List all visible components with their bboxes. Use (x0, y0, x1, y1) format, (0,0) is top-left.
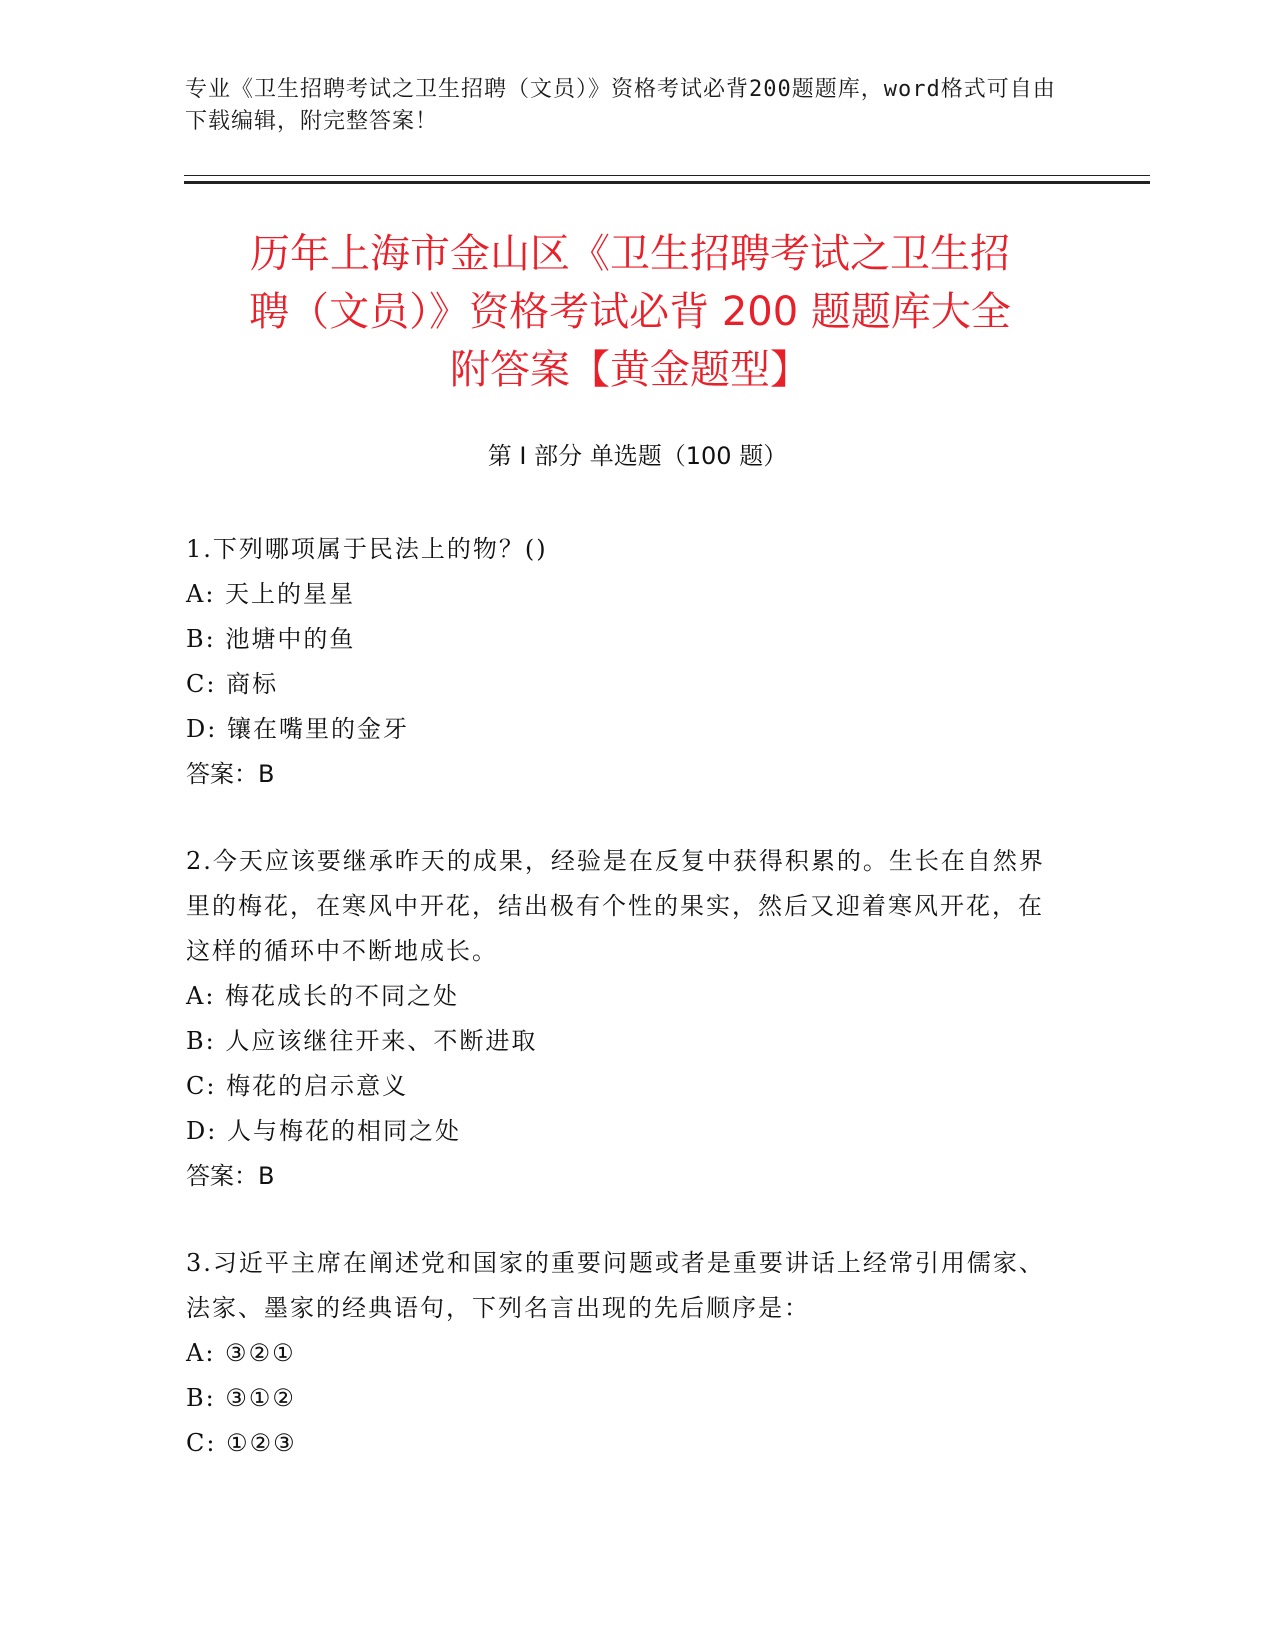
answer: 答案：B (186, 760, 275, 788)
answer: 答案：B (186, 1162, 275, 1190)
header-rule-thin (184, 175, 1150, 176)
title-line-3: 附答案【黄金题型】 (450, 347, 810, 393)
section-heading: 第 I 部分 单选题（100 题） (487, 442, 788, 470)
title-line-2: 聘（文员）》资格考试必背 200 题题库大全 (249, 289, 1011, 335)
option-b: B: 人应该继往开来、不断进取 (186, 1027, 538, 1055)
question-stem: 2.今天应该要继承昨天的成果，经验是在反复中获得积累的。生长在自然界里的梅花，在寒风中开花，结出极有个性的果实，然后又迎着寒风开花，在这样的循环中不断地成长。 (186, 847, 1045, 965)
option-c: C: 梅花的启示意义 (186, 1072, 409, 1100)
question-stem: 3.习近平主席在阐述党和国家的重要问题或者是重要讲话上经常引用儒家、法家、墨家的经典语句，下列名言出现的先后顺序是： (186, 1249, 1045, 1322)
document-title (180, 225, 1080, 399)
option-b: B: 池塘中的鱼 (186, 625, 356, 653)
question-3 (186, 1241, 1066, 1466)
title-line-1: 历年上海市金山区《卫生招聘考试之卫生招 (250, 231, 1010, 277)
question-2 (186, 839, 1066, 1199)
option-a: A: ③②① (186, 1339, 296, 1367)
header-note: 专业《卫生招聘考试之卫生招聘（文员）》资格考试必背200题题库，word格式可自由下载编辑，附完整答案！ (185, 77, 1056, 134)
question-list (186, 527, 1066, 1508)
header-rule-thick (184, 181, 1150, 184)
question-stem: 1.下列哪项属于民法上的物？() (186, 535, 548, 563)
option-a: A: 天上的星星 (186, 580, 356, 608)
option-d: D: 人与梅花的相同之处 (186, 1117, 461, 1145)
option-d: D: 镶在嘴里的金牙 (186, 715, 409, 743)
option-c: C: 商标 (186, 670, 279, 698)
question-1 (186, 527, 1066, 797)
option-c: C: ①②③ (186, 1429, 297, 1457)
option-a: A: 梅花成长的不同之处 (186, 982, 460, 1010)
option-b: B: ③①② (186, 1384, 296, 1412)
